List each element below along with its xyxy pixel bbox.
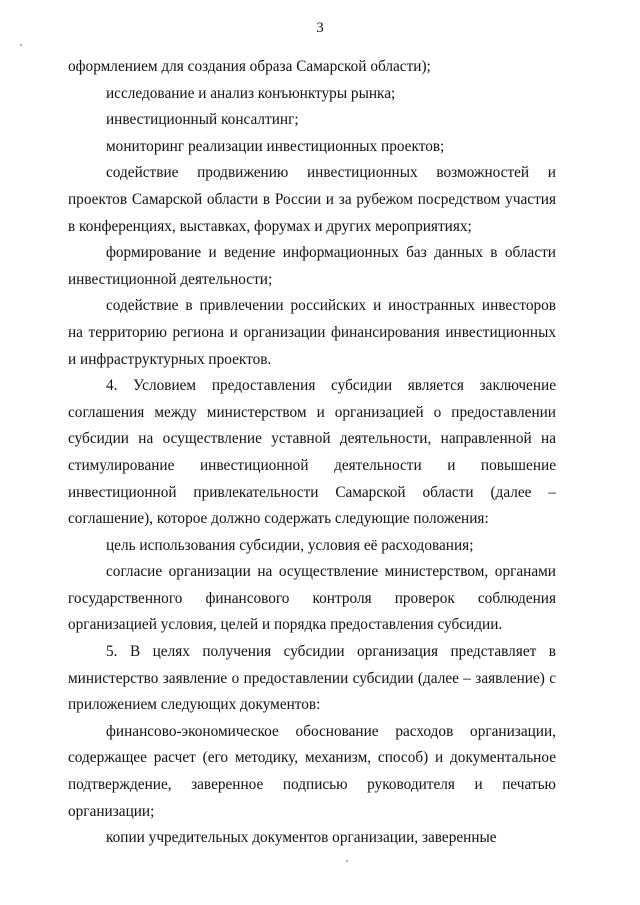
- paragraph-founding-documents: копии учредительных документов организации, заверенные: [106, 829, 497, 847]
- paragraph-monitoring: мониторинг реализации инвестиционных проектов;: [106, 137, 445, 155]
- paragraph-investors: содействие в привлечении российских и иностранных инвесторов на территорию региона и организации финансирования инвестиционных и инфраструктурных проектов.: [68, 297, 556, 368]
- paragraph-subsidy-purpose: цель использования субсидии, условия её расходования;: [106, 536, 474, 554]
- paragraph-databases: формирование и ведение информационных баз данных в области инвестиционной деятельности;: [68, 244, 556, 288]
- scan-speck: [346, 860, 348, 862]
- paragraph-clause-5: 5. В целях получения субсидии организация представляет в министерство заявление о предоставлении субсидии (далее – заявление) с приложением следующих документов:: [68, 643, 556, 714]
- paragraph-clause-4: 4. Условием предоставления субсидии является заключение соглашения между министерством и организацией о предоставлении субсидии на осуществление уставной деятельности, направленной на стимулирование инвестиционной деятельности и повышение инвестиционной привлекательности Самарской области (далее – соглашение), которое должно содержать следующие положения:: [68, 377, 556, 528]
- document-body: [68, 54, 556, 852]
- paragraph-consent: согласие организации на осуществление министерством, органами государственного финансового контроля проверок соблюдения организацией условия, целей и порядка предоставления субсидии.: [68, 563, 556, 634]
- paragraph-continuation: оформлением для создания образа Самарской области);: [68, 58, 431, 75]
- paragraph-consulting: инвестиционный консалтинг;: [106, 111, 299, 129]
- paragraph-market-research: исследование и анализ конъюнктуры рынка;: [106, 84, 396, 102]
- paragraph-promotion: содействие продвижению инвестиционных возможностей и проектов Самарской области в России и за рубежом посредством участия в конференциях, выставках, форумах и других мероприятиях;: [68, 164, 556, 235]
- page-number: 3: [316, 20, 324, 36]
- scan-speck: [20, 44, 22, 46]
- paragraph-financial-justification: финансово-экономическое обоснование расходов организации, содержащее расчет (его методику, механизм, способ) и документальное подтверждение, заверенное подписью руководителя и печатью организации;: [68, 722, 556, 820]
